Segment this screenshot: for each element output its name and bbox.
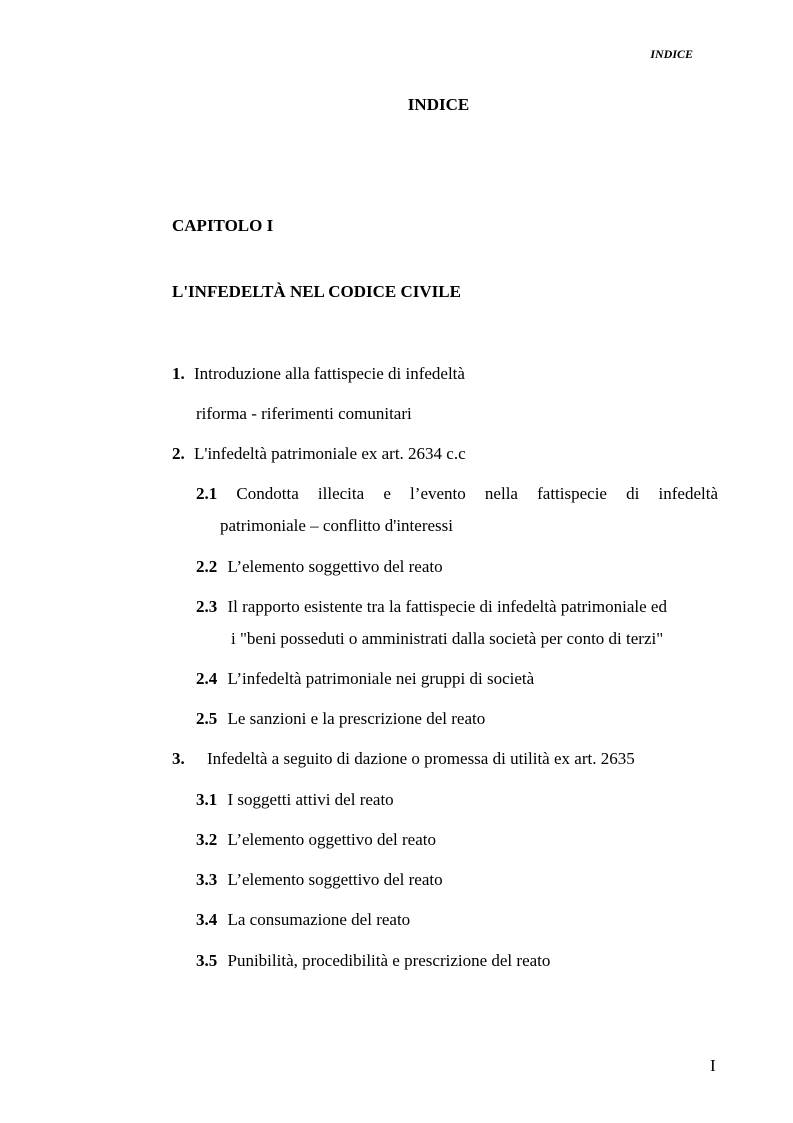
toc-number: 3.1 (196, 790, 218, 809)
toc-number: 3.2 (196, 830, 218, 849)
toc-entry-3 (172, 749, 635, 769)
toc-text: La consumazione del reato (227, 910, 411, 929)
toc-text: I soggetti attivi del reato (227, 790, 394, 809)
toc-number: 1. (172, 364, 185, 383)
toc-text: Punibilità, procedibilità e prescrizione del reato (227, 951, 551, 970)
toc-number: 2.2 (196, 557, 218, 576)
toc-text: L’infedeltà patrimoniale nei gruppi di società (227, 669, 535, 688)
toc-text: Condotta illecita e l’evento nella fattispecie di infedeltà (236, 484, 719, 503)
toc-text: L’elemento soggettivo del reato (227, 870, 443, 889)
toc-number: 2.4 (196, 669, 218, 688)
toc-text: Introduzione alla fattispecie di infedeltà (194, 364, 465, 383)
toc-number: 2.1 (196, 484, 218, 503)
toc-number: 2.5 (196, 709, 218, 728)
toc-entry-3-4 (196, 910, 410, 930)
toc-entry-3-2 (196, 830, 436, 850)
chapter-label: CAPITOLO I (172, 216, 274, 235)
toc-text: L’elemento soggettivo del reato (227, 557, 443, 576)
toc-entry-2-4 (196, 669, 534, 689)
toc-entry-1-continuation: riforma - riferimenti comunitari (196, 404, 412, 423)
toc-entry-3-3 (196, 870, 443, 890)
toc-entry-3-1 (196, 790, 394, 810)
toc-entry-2 (172, 444, 466, 464)
toc-text: Infedeltà a seguito di dazione o promessa di utilità ex art. 2635 (207, 749, 635, 768)
toc-number: 3.3 (196, 870, 218, 889)
toc-entry-2-1-continuation: patrimoniale – conflitto d'interessi (220, 516, 453, 535)
running-header: INDICE (650, 47, 693, 61)
toc-number: 2. (172, 444, 185, 463)
toc-text: Il rapporto esistente tra la fattispecie di infedeltà patrimoniale ed (227, 597, 667, 616)
toc-entry-2-2 (196, 557, 443, 577)
toc-number: 3. (172, 749, 185, 768)
toc-number: 3.4 (196, 910, 218, 929)
page-title: INDICE (407, 95, 470, 114)
toc-entry-2-5 (196, 709, 485, 729)
toc-text: Le sanzioni e la prescrizione del reato (227, 709, 486, 728)
page-number: I (710, 1056, 716, 1075)
toc-text: L’elemento oggettivo del reato (227, 830, 436, 849)
toc-entry-2-3 (196, 597, 667, 617)
toc-number: 3.5 (196, 951, 218, 970)
toc-entry-2-3-continuation: i "beni posseduti o amministrati dalla società per conto di terzi" (231, 629, 664, 648)
toc-entry-2-1 (196, 484, 718, 504)
toc-number: 2.3 (196, 597, 218, 616)
toc-text: L'infedeltà patrimoniale ex art. 2634 c.c (194, 444, 466, 463)
toc-entry-1 (172, 364, 465, 384)
toc-entry-3-5 (196, 951, 550, 971)
chapter-title: L'INFEDELTÀ NEL CODICE CIVILE (172, 282, 461, 301)
